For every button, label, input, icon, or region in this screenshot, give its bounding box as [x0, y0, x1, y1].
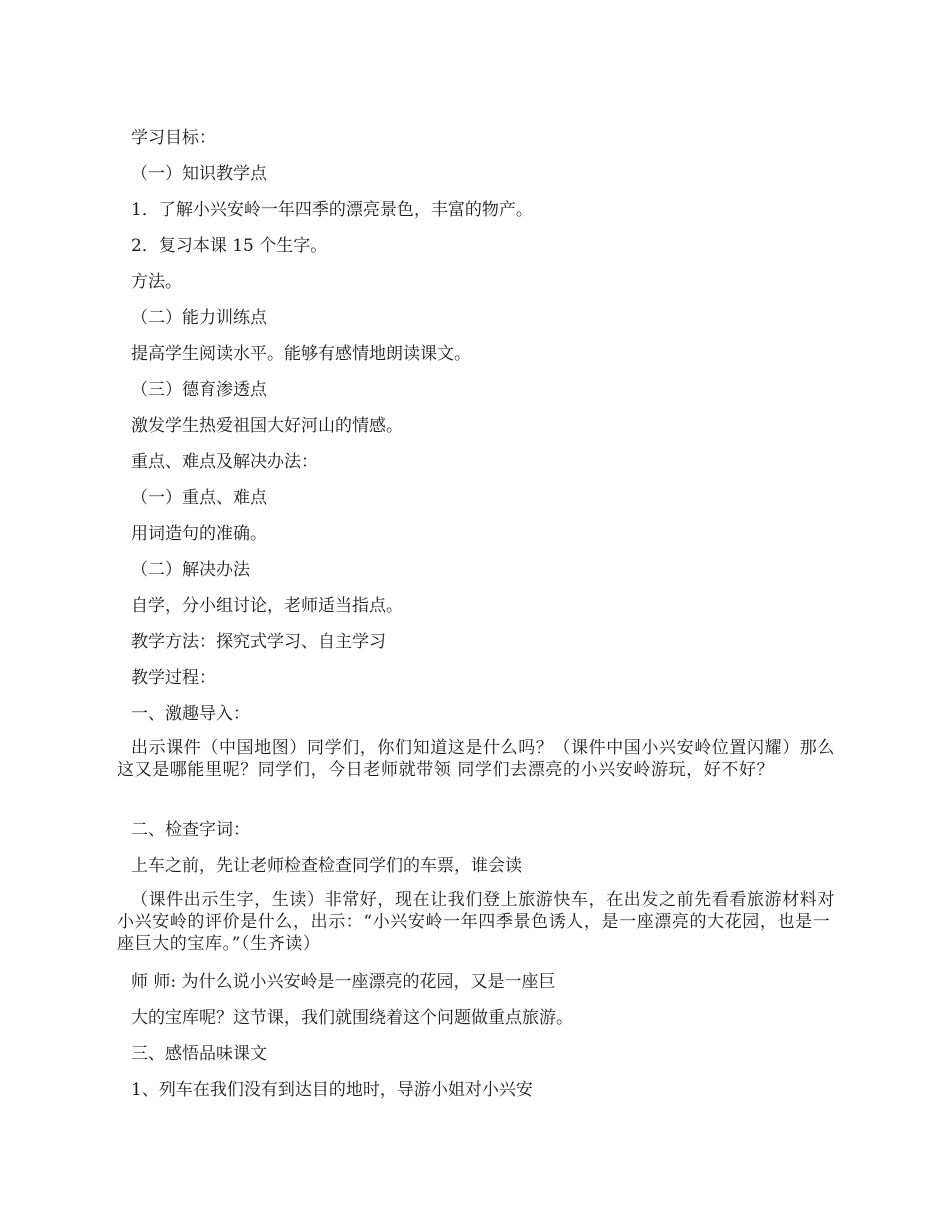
heading-teaching-process: 教学过程： [131, 668, 216, 688]
heading-intro: 一、激趣导入： [131, 704, 250, 724]
text-method: 方法。 [131, 272, 182, 292]
text-treasure-question: 大的宝库呢？这节课，我们就围绕着这个问题做重点旅游。 [131, 1008, 573, 1028]
goal-item-2: 2．复习本课 15 个生字。 [131, 236, 328, 256]
text-key-difficult: 用词造句的准确。 [131, 524, 267, 544]
subheading-key-difficult: （一）重点、难点 [131, 488, 267, 508]
text-before-train: 上车之前，先让老师检查检查同学们的车票，谁会读 [131, 856, 522, 876]
text-train-guide: 1、列车在我们没有到达目的地时，导游小姐对小兴安 [131, 1080, 533, 1100]
text-teaching-method: 教学方法：探究式学习、自主学习 [131, 632, 386, 652]
text-moral-goal: 激发学生热爱祖国大好河山的情感。 [131, 416, 403, 436]
heading-check-words: 二、检查字词： [131, 820, 250, 840]
paragraph-intro: 出示课件（中国地图）同学们，你们知道这是什么吗？（课件中国小兴安岭位置闪耀）那么这又是哪能里呢？同学们，今日老师就带领 同学们去漂亮的小兴安岭游玩，好不好？ [117, 738, 835, 780]
heading-section-3: 三、感悟品味课文 [131, 1044, 267, 1064]
heading-learning-goals: 学习目标： [131, 128, 216, 148]
heading-key-points: 重点、难点及解决办法： [131, 452, 318, 472]
subheading-solution: （二）解决办法 [131, 560, 250, 580]
subheading-moral-education: （三）德育渗透点 [131, 380, 267, 400]
paragraph-courseware: （课件出示生字，生读）非常好，现在让我们登上旅游快车，在出发之前先看看旅游材料对小兴安岭的评价是什么，出示：“小兴安岭一年四季景色诱人，是一座漂亮的大花园，也是一座巨大的宝库。”（生齐读） [117, 890, 835, 954]
subheading-skill-training: （二）能力训练点 [131, 308, 267, 328]
subheading-knowledge-points: （一）知识教学点 [131, 164, 267, 184]
text-teacher-question: 师 师: 为什么说小兴安岭是一座漂亮的花园，又是一座巨 [131, 972, 556, 992]
text-solution: 自学，分小组讨论，老师适当指点。 [131, 596, 403, 616]
goal-item-1: 1．了解小兴安岭一年四季的漂亮景色，丰富的物产。 [131, 200, 533, 220]
text-skill-goal: 提高学生阅读水平。能够有感情地朗读课文。 [131, 344, 471, 364]
